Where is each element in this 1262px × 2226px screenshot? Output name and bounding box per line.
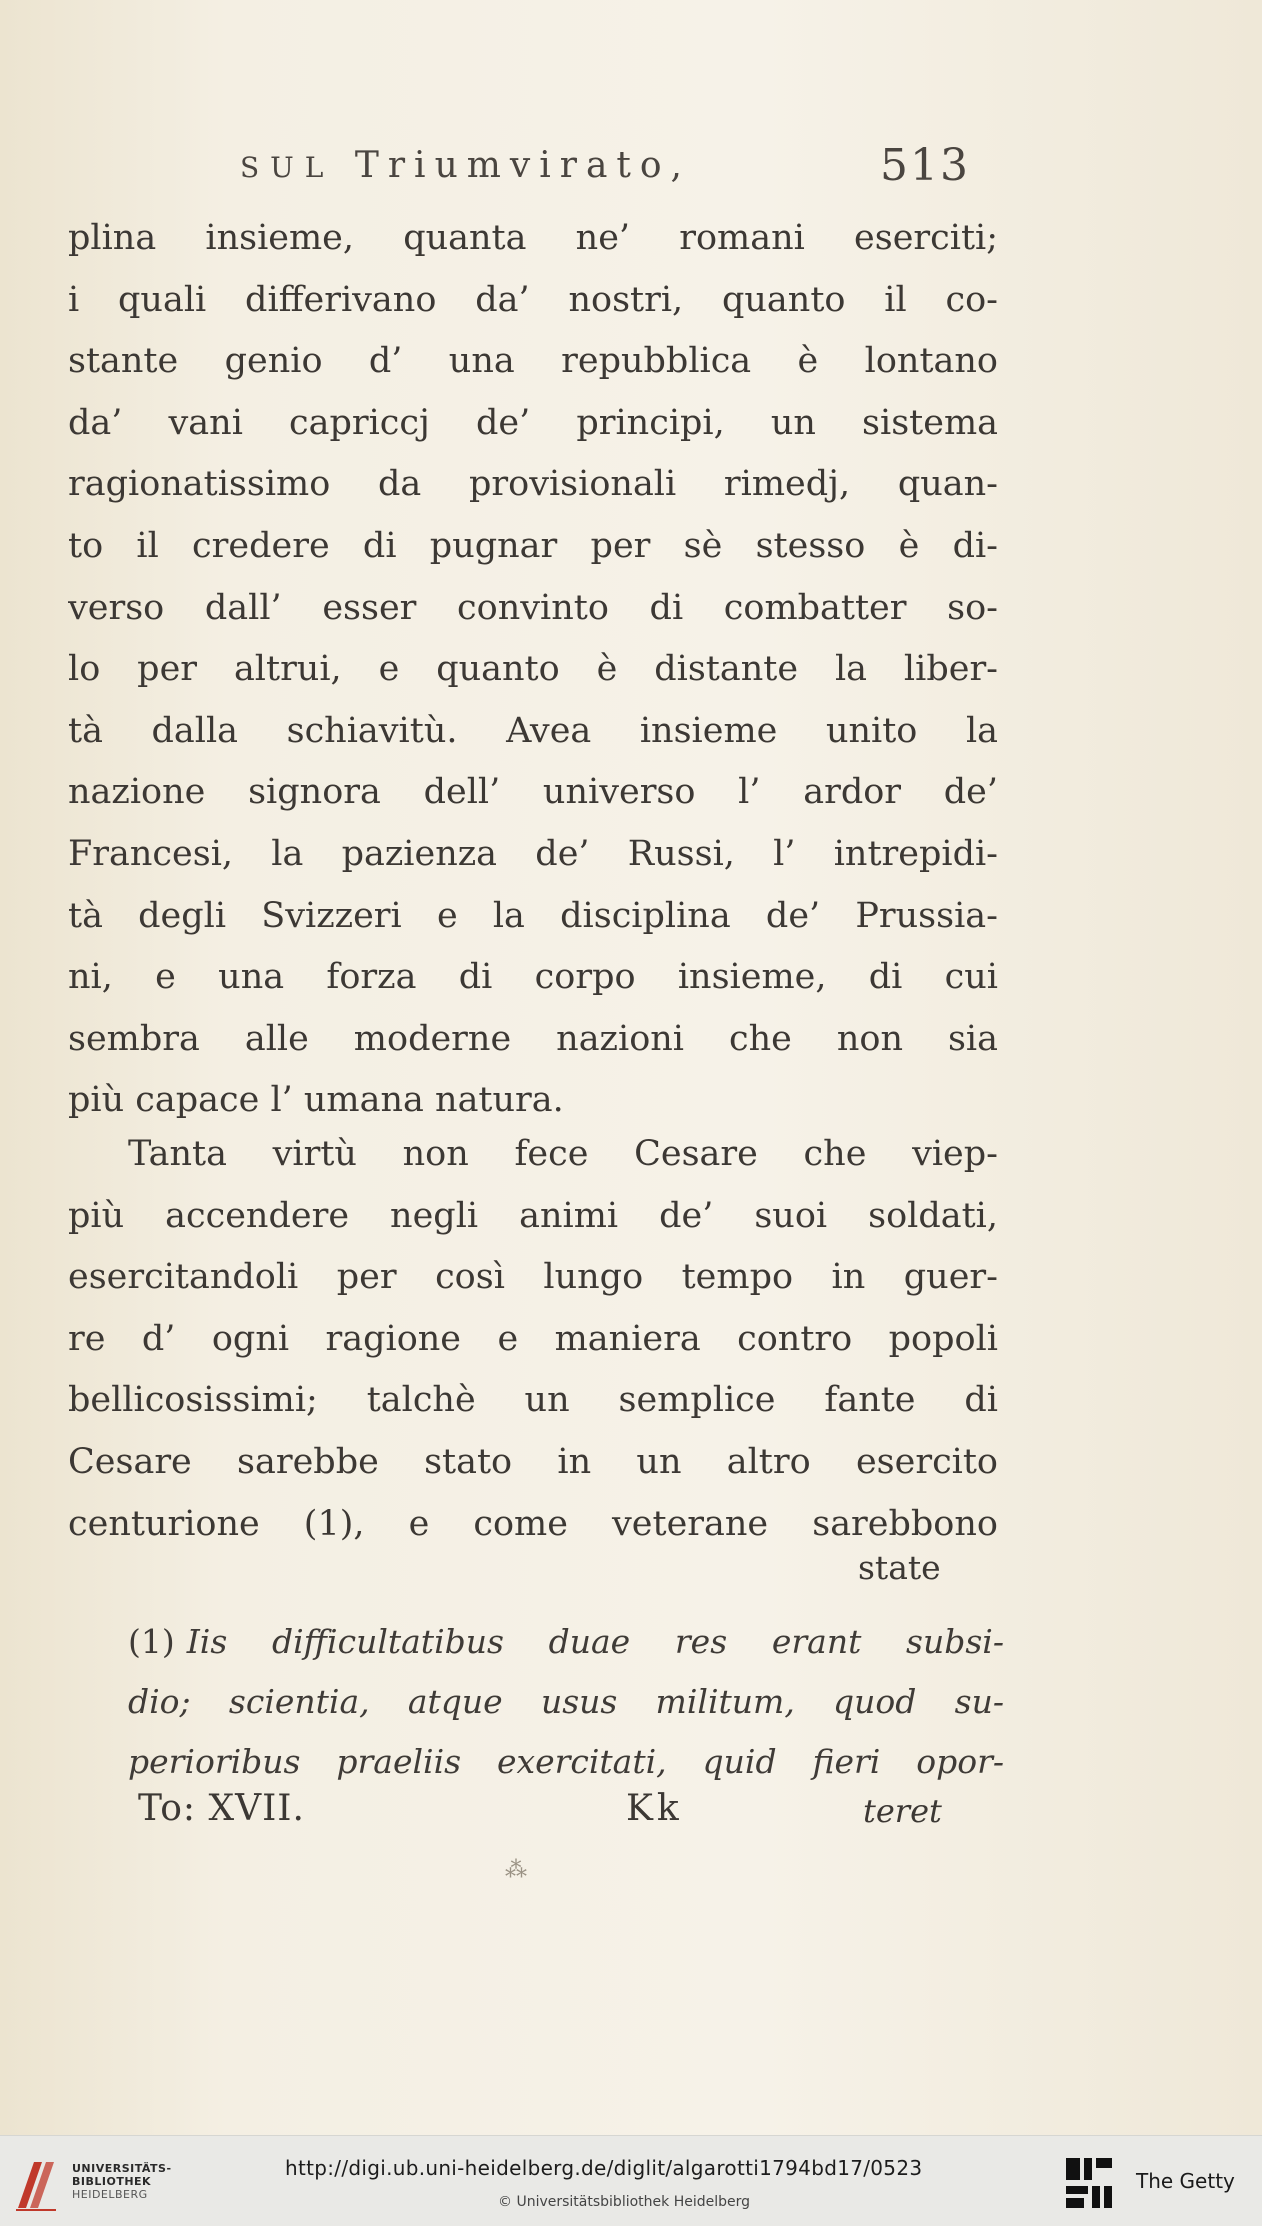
- footnote-text: dio; scientia, atque usus militum, quod su-: [128, 1682, 1004, 1721]
- text-line: ni, e una forza di corpo insieme, di cui: [68, 957, 998, 998]
- footnote-text: perioribus praeliis exercitati, quid fieri opor-: [128, 1742, 1004, 1781]
- getty-logo-icon: [1062, 2154, 1116, 2212]
- text-line: i quali differivano da’ nostri, quanto il co-: [68, 279, 998, 320]
- text-line: nazione signora dell’ universo l’ ardor de’: [68, 772, 998, 813]
- ornament-mark: ⁂: [505, 1858, 527, 1883]
- text-line: re d’ ogni ragione e maniera contro popoli: [68, 1318, 998, 1359]
- text-line: tà dalla schiavitù. Avea insieme unito la: [68, 710, 998, 751]
- volume-mark: To: XVII.: [138, 1788, 305, 1829]
- text-line: tà degli Svizzeri e la disciplina de’ Prussia-: [68, 895, 998, 936]
- library-name-line: UNIVERSITÄTS-: [72, 2162, 172, 2175]
- footnote-line: [128, 1612, 1004, 1672]
- paragraph-2: [68, 1124, 998, 1555]
- paragraph-1: [68, 208, 998, 1132]
- library-name-line: HEIDELBERG: [72, 2188, 148, 2201]
- text-line: esercitandoli per così lungo tempo in guer-: [68, 1257, 998, 1298]
- footnote-catchword: teret: [863, 1792, 942, 1830]
- footnote-line: [128, 1672, 1004, 1732]
- text-line: lo per altrui, e quanto è distante la liber-: [68, 649, 998, 690]
- footnote-text: Iis difficultatibus duae res erant subsi-: [186, 1622, 1004, 1661]
- text-line: bellicosissimi; talchè un semplice fante di: [68, 1380, 998, 1421]
- text-line: Francesi, la pazienza de’ Russi, l’ intrepidi-: [68, 833, 998, 874]
- text-line: da’ vani capriccj de’ principi, un sistema: [68, 402, 998, 443]
- partner-name: The Getty: [1136, 2169, 1235, 2193]
- page-number: 513: [880, 140, 970, 191]
- library-name-line: BIBLIOTHEK: [72, 2175, 152, 2188]
- text-line: ragionatissimo da provisionali rimedj, quan-: [68, 464, 998, 505]
- running-head: [240, 145, 691, 186]
- library-name: [72, 2162, 172, 2201]
- text-line: Tanta virtù non fece Cesare che viep-: [128, 1134, 998, 1174]
- signature-row: [138, 1788, 958, 1848]
- text-line: più capace l’ umana natura.: [68, 1080, 564, 1121]
- catchword: state: [858, 1548, 941, 1587]
- footnote-line: [128, 1732, 1004, 1792]
- text-line: Cesare sarebbe stato in un altro esercito: [68, 1441, 998, 1482]
- text-line: sembra alle moderne nazioni che non sia: [68, 1018, 998, 1059]
- text-line: più accendere negli animi de’ suoi soldati,: [68, 1195, 998, 1236]
- text-line: centurione (1), e come veterane sarebbono: [68, 1503, 998, 1544]
- permalink[interactable]: http://digi.ub.uni-heidelberg.de/diglit/algarotti1794bd17/0523: [285, 2156, 923, 2180]
- text-line: stante genio d’ una repubblica è lontano: [68, 341, 998, 382]
- viewer-footer: [0, 2135, 1262, 2226]
- footnote: [128, 1612, 1004, 1792]
- library-logo-icon: [12, 2152, 60, 2214]
- text-line: verso dall’ esser convinto di combatter so-: [68, 587, 998, 628]
- text-line: plina insieme, quanta ne’ romani eserciti;: [68, 218, 998, 258]
- running-head-title: Triumvirato,: [354, 145, 691, 186]
- footnote-marker: (1): [128, 1622, 175, 1661]
- copyright-notice: © Universitätsbibliothek Heidelberg: [498, 2194, 751, 2210]
- running-head-prefix: SUL: [240, 151, 335, 184]
- text-line: to il credere di pugnar per sè stesso è di-: [68, 525, 998, 566]
- gathering-signature: Kk: [626, 1788, 683, 1829]
